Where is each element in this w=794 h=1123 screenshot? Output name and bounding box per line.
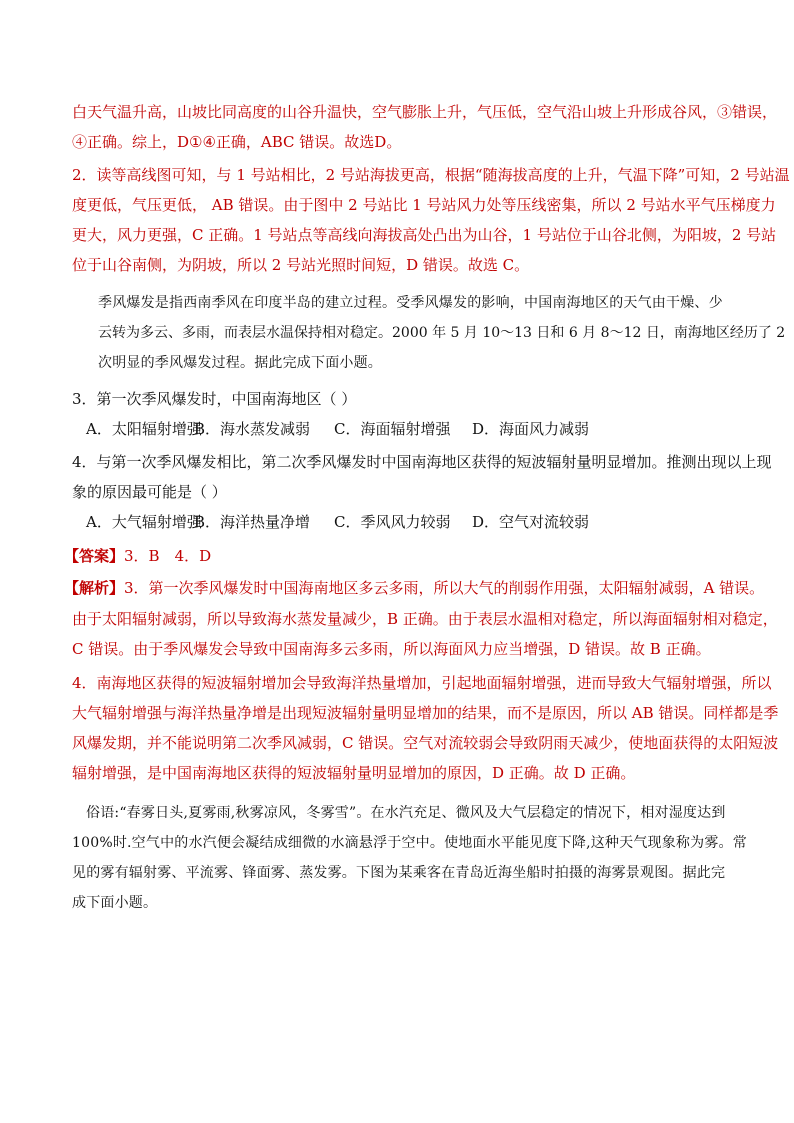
stem-fog-line-2: 100%时.空气中的水汽便会凝结成细微的水滴悬浮于空中。使地面水平能见度下降,这种天气现象称为雾。常 — [72, 835, 747, 851]
stem-fog-line-3: 见的雾有辐射雾、平流雾、锋面雾、蒸发雾。下图为某乘客在青岛近海坐船时拍摄的海雾景观图。据此完 — [72, 865, 726, 881]
question-3 — [72, 384, 724, 444]
stem-fog-line-1: 俗语:“春雾日头,夏雾雨,秋雾凉风，冬雾雪”。在水汽充足、微风及大气层稳定的情况下，相对湿度达到 — [86, 805, 726, 821]
question-4-option-d: D．空气对流较弱 — [472, 513, 590, 531]
question-3-option-b: B．海水蒸发减弱 — [194, 420, 311, 438]
analysis-q1-line-1: 白天气温升高，山坡比同高度的山谷升温快，空气膨胀上升，气压低，空气沿山坡上升形成谷风，③错误， — [72, 103, 778, 121]
explanation-section — [64, 573, 765, 603]
explanation-q4-line-1: 4．南海地区获得的短波辐射增加会导致海洋热量增加，引起地面辐射增强，进而导致大气辐射增强，所以 — [72, 674, 772, 692]
explanation-q3 — [72, 604, 778, 664]
explanation-q3-line-1: 3．第一次季风爆发时中国海南地区多云多雨，所以大气的削弱作用强，太阳辐射减弱，A 错误。 — [124, 579, 765, 597]
stem-monsoon-line-3: 次明显的季风爆发过程。据此完成下面小题。 — [98, 355, 382, 371]
stem-monsoon-line-2: 云转为多云、多雨，而表层水温保持相对稳定。2000 年 5 月 10～13 日和 6 月 8～12 日，南海地区经历了 2 — [98, 325, 786, 341]
question-4-option-b: B．海洋热量净增 — [194, 513, 311, 531]
question-4-line-2: 象的原因最可能是（ ） — [72, 483, 227, 501]
answer-text: 3．B 4．D — [124, 547, 212, 565]
analysis-q2 — [72, 160, 790, 280]
question-4-option-c: C．季风风力较弱 — [334, 513, 451, 531]
question-3-option-c: C．海面辐射增强 — [334, 420, 451, 438]
question-3-option-d: D．海面风力减弱 — [472, 420, 590, 438]
question-3-text: 3．第一次季风爆发时，中国南海地区（ ） — [72, 390, 357, 408]
explanation-q4-line-3: 风爆发期，并不能说明第二次季风减弱，C 错误。空气对流较弱会导致阴雨天减少，使地面获得的太阳短波 — [72, 734, 779, 752]
question-4-line-1: 4．与第一次季风爆发相比，第二次季风爆发时中国南海地区获得的短波辐射量明显增加。推测出现以上现 — [72, 453, 772, 471]
analysis-q1-line-2: ④正确。综上，D①④正确，ABC 错误。故选D。 — [72, 133, 402, 151]
stem-fog — [72, 798, 747, 918]
explanation-q4 — [72, 668, 779, 788]
question-4-options — [72, 507, 724, 537]
analysis-q1 — [72, 97, 778, 157]
explanation-first-line — [64, 573, 765, 603]
answer-line — [64, 541, 716, 571]
analysis-q2-line-4: 位于山谷南侧，为阴坡，所以 2 号站光照时间短，D 错误。故选 C。 — [72, 256, 530, 274]
question-3-options — [72, 414, 724, 444]
question-4 — [72, 447, 772, 537]
analysis-q2-line-1: 2．读等高线图可知，与 1 号站相比，2 号站海拔更高，根据“随海拔高度的上升，气温下降”可知，2 号站温 — [72, 166, 790, 184]
stem-fog-line-4: 成下面小题。 — [72, 895, 158, 911]
question-4-option-a: A．大气辐射增强 — [86, 513, 202, 531]
explanation-q4-line-2: 大气辐射增强与海洋热量净增是出现短波辐射量明显增加的结果，而不是原因，所以 AB 错误。同样都是季 — [72, 704, 779, 722]
explanation-q4-line-4: 辐射增强，是中国南海地区获得的短波辐射量明显增加的原因，D 正确。故 D 正确。 — [72, 764, 636, 782]
stem-monsoon — [86, 288, 786, 378]
analysis-q2-line-2: 度更低，气压更低， AB 错误。由于图中 2 号站比 1 号站风力处等压线密集，所以 2 号站水平气压梯度力 — [72, 196, 776, 214]
explanation-q3-line-2: 由于太阳辐射减弱，所以导致海水蒸发量减少，B 正确。由于表层水温相对稳定，所以海面辐射相对稳定， — [72, 610, 778, 628]
analysis-q2-line-3: 更大，风力更强，C 正确。1 号站点等高线向海拔高处凸出为山谷，1 号站位于山谷北侧，为阳坡，2 号站 — [72, 226, 777, 244]
stem-monsoon-line-1: 季风爆发是指西南季风在印度半岛的建立过程。受季风爆发的影响，中国南海地区的天气由干燥、少 — [98, 295, 723, 311]
answer-section — [64, 541, 716, 571]
answer-tag: 【答案】 — [64, 547, 125, 565]
explanation-q3-line-3: C 错误。由于季风爆发会导致中国南海多云多雨，所以海面风力应当增强，D 错误。故 B 正确。 — [72, 640, 711, 658]
question-3-option-a: A．太阳辐射增强 — [86, 420, 202, 438]
explanation-tag: 【解析】 — [64, 579, 125, 597]
